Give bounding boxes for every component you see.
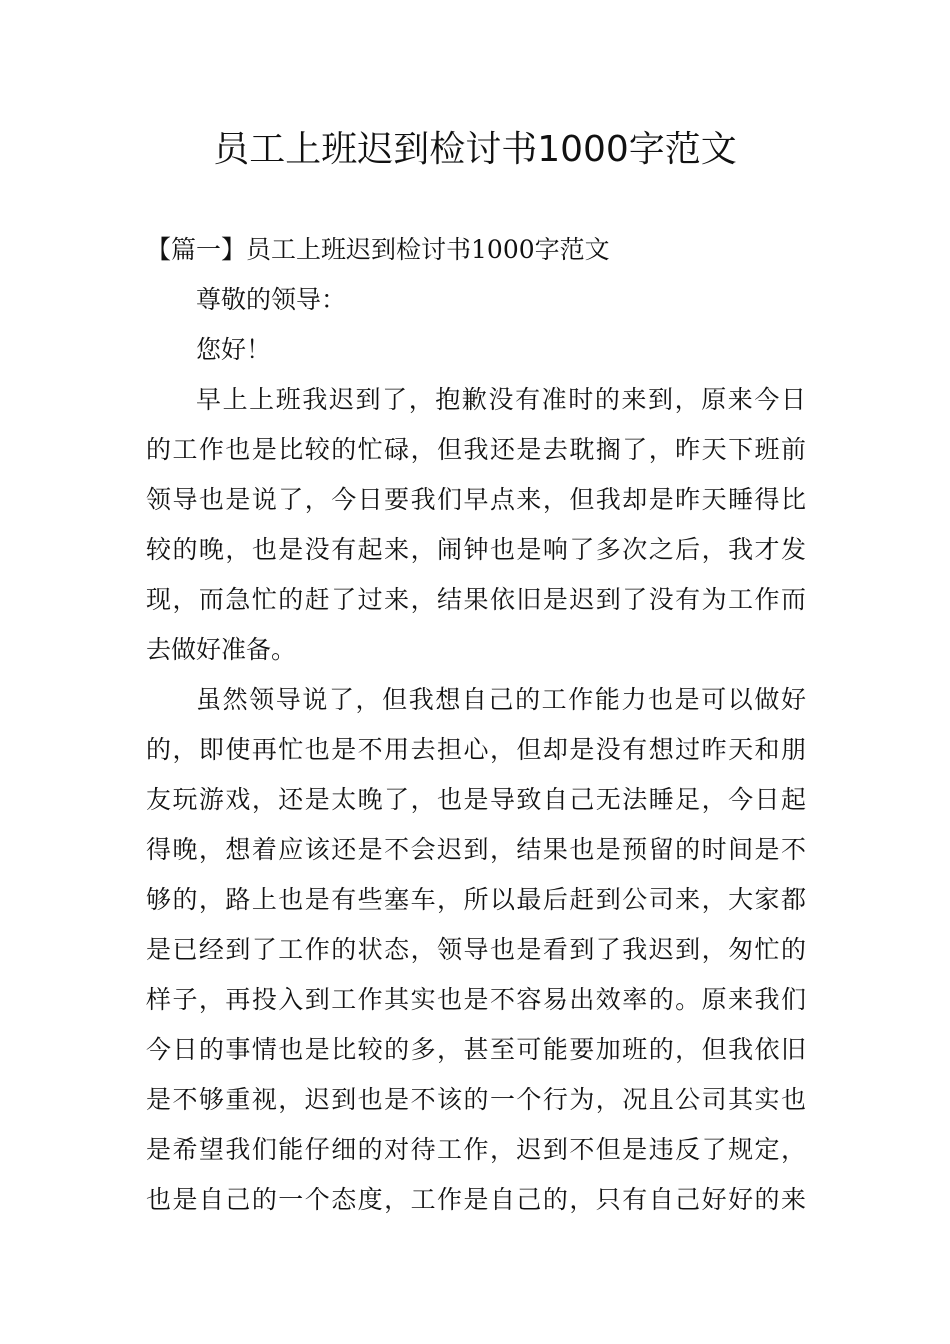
paragraph-line: 样子，再投入到工作其实也是不容易出效率的。原来我们	[146, 985, 806, 1014]
paragraph-line: 够的，路上也是有些塞车，所以最后赶到公司来，大家都	[146, 885, 806, 914]
document-title: 员工上班迟到检讨书1000字范文	[213, 129, 737, 170]
paragraph-line: 是已经到了工作的状态，领导也是看到了我迟到，匆忙的	[146, 935, 806, 964]
paragraph-line: 今日的事情也是比较的多，甚至可能要加班的，但我依旧	[146, 1035, 806, 1064]
greeting: 您好！	[196, 335, 272, 364]
paragraph-line: 也是自己的一个态度，工作是自己的，只有自己好好的来	[146, 1185, 806, 1214]
paragraph-line: 得晚，想着应该还是不会迟到，结果也是预留的时间是不	[146, 835, 806, 864]
paragraph-line: 是希望我们能仔细的对待工作，迟到不但是违反了规定，	[146, 1135, 806, 1164]
paragraph-2	[146, 675, 806, 1225]
paragraph-line: 友玩游戏，还是太晚了，也是导致自己无法睡足，今日起	[146, 785, 806, 814]
salutation: 尊敬的领导：	[196, 285, 347, 314]
paragraph-line: 领导也是说了，今日要我们早点来，但我却是昨天睡得比	[146, 485, 806, 514]
paragraph-line: 虽然领导说了，但我想自己的工作能力也是可以做好	[196, 685, 806, 714]
paragraph-line: 现，而急忙的赶了过来，结果依旧是迟到了没有为工作而	[146, 585, 806, 614]
document-body	[146, 225, 806, 1225]
paragraph-line: 是不够重视，迟到也是不该的一个行为，况且公司其实也	[146, 1085, 806, 1114]
section-heading: 【篇一】员工上班迟到检讨书1000字范文	[146, 235, 610, 264]
paragraph-line: 较的晚，也是没有起来，闹钟也是响了多次之后，我才发	[146, 535, 806, 564]
paragraph-line: 去做好准备。	[146, 635, 297, 664]
paragraph-line: 的工作也是比较的忙碌，但我还是去耽搁了，昨天下班前	[146, 435, 806, 464]
paragraph-line: 早上上班我迟到了，抱歉没有准时的来到，原来今日	[196, 385, 806, 414]
paragraph-line: 的，即使再忙也是不用去担心，但却是没有想过昨天和朋	[146, 735, 806, 764]
paragraph-1	[146, 375, 806, 675]
